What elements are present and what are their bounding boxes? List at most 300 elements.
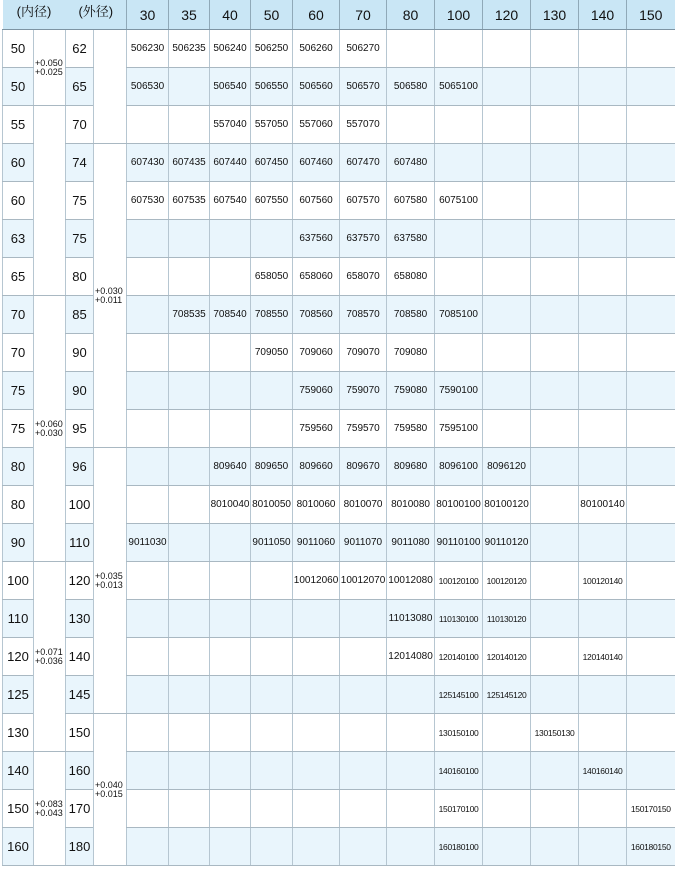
part-number-cell: 658080 [387,258,435,296]
part-number-cell: 607470 [340,144,387,182]
outer-diameter-cell: 65 [66,68,94,106]
part-number-cell: 809660 [293,448,340,486]
part-number-cell: 637570 [340,220,387,258]
outer-diameter-cell: 150 [66,714,94,752]
part-number-cell [169,676,210,714]
part-number-cell [210,524,251,562]
tolerance-value: +0.011 [95,294,123,305]
outer-diameter-cell: 85 [66,296,94,334]
part-number-cell [169,410,210,448]
part-number-cell [210,258,251,296]
part-number-cell [627,334,675,372]
part-number-cell: 11013080 [387,600,435,638]
part-number-cell [531,524,579,562]
part-number-cell [169,372,210,410]
outer-diameter-cell: 62 [66,30,94,68]
part-number-cell [435,334,483,372]
part-number-cell [627,524,675,562]
part-number-cell: 759070 [340,372,387,410]
part-number-cell [169,562,210,600]
part-number-cell [483,68,531,106]
width-header: 50 [251,0,293,30]
part-number-cell [127,638,169,676]
part-number-cell [387,752,435,790]
part-number-cell [127,372,169,410]
tolerance-value: +0.030 [95,285,123,296]
part-number-cell: 140160140 [579,752,627,790]
part-number-cell [627,30,675,68]
width-header: 120 [483,0,531,30]
part-number-cell [483,334,531,372]
part-number-cell: 759080 [387,372,435,410]
part-number-cell [531,676,579,714]
part-number-cell [531,752,579,790]
width-header: 60 [293,0,340,30]
part-number-cell: 759060 [293,372,340,410]
part-number-cell [627,258,675,296]
tolerance-value: +0.040 [95,779,123,790]
part-number-cell: 607460 [293,144,340,182]
inner-diameter-cell: 90 [3,524,34,562]
part-number-cell [210,638,251,676]
part-number-cell: 637580 [387,220,435,258]
outer-diameter-cell: 75 [66,220,94,258]
part-number-cell [169,106,210,144]
table-row [3,144,675,182]
inner-tolerance-cell [34,562,66,752]
part-number-cell [210,828,251,866]
part-number-cell [293,638,340,676]
part-number-cell [387,790,435,828]
part-number-cell: 708570 [340,296,387,334]
part-number-cell: 506260 [293,30,340,68]
part-number-cell [127,296,169,334]
inner-diameter-cell: 75 [3,372,34,410]
part-number-cell: 100120140 [579,562,627,600]
part-number-cell [531,486,579,524]
part-number-cell: 607530 [127,182,169,220]
part-number-cell: 6075100 [435,182,483,220]
part-number-cell: 110130100 [435,600,483,638]
width-header: 140 [579,0,627,30]
outer-diameter-cell: 100 [66,486,94,524]
part-number-cell: 658060 [293,258,340,296]
part-number-cell: 8010070 [340,486,387,524]
part-number-cell: 557050 [251,106,293,144]
part-number-cell [127,410,169,448]
outer-diameter-cell: 95 [66,410,94,448]
part-number-cell: 506250 [251,30,293,68]
part-number-cell [251,828,293,866]
part-number-cell [127,562,169,600]
part-number-cell [483,144,531,182]
part-number-cell [251,220,293,258]
part-number-cell: 90110100 [435,524,483,562]
part-number-cell [531,258,579,296]
part-number-cell: 120140100 [435,638,483,676]
part-number-cell: 708535 [169,296,210,334]
part-number-cell: 9011050 [251,524,293,562]
part-number-cell: 506270 [340,30,387,68]
part-number-cell: 130150130 [531,714,579,752]
part-number-cell [627,562,675,600]
part-number-cell [251,638,293,676]
inner-diameter-cell: 63 [3,220,34,258]
table-row [3,714,675,752]
part-number-cell [531,30,579,68]
part-number-cell: 506550 [251,68,293,106]
inner-diameter-cell: 80 [3,486,34,524]
outer-diameter-cell: 140 [66,638,94,676]
tolerance-value: +0.030 [35,427,63,438]
part-number-cell: 607535 [169,182,210,220]
part-number-cell [210,220,251,258]
part-number-cell: 150170100 [435,790,483,828]
tolerance-value: +0.025 [35,66,63,77]
part-number-cell [531,372,579,410]
part-number-cell: 8010040 [210,486,251,524]
part-number-cell [579,790,627,828]
part-number-cell [627,296,675,334]
part-number-cell: 9011060 [293,524,340,562]
part-number-cell [531,296,579,334]
part-number-cell [293,828,340,866]
outer-diameter-cell: 130 [66,600,94,638]
part-number-cell [531,334,579,372]
inner-diameter-cell: 110 [3,600,34,638]
part-number-cell [627,752,675,790]
part-number-cell: 607440 [210,144,251,182]
part-number-cell [169,68,210,106]
part-number-cell [169,790,210,828]
inner-diameter-cell: 50 [3,30,34,68]
outer-tolerance-cell [94,714,127,866]
part-number-cell: 557060 [293,106,340,144]
tolerance-value: +0.050 [35,57,63,68]
part-number-cell: 708560 [293,296,340,334]
part-number-cell: 607570 [340,182,387,220]
part-number-cell [627,106,675,144]
part-number-cell: 8096100 [435,448,483,486]
part-number-cell: 120140120 [483,638,531,676]
part-number-cell [293,600,340,638]
part-number-cell [251,410,293,448]
part-number-cell: 506230 [127,30,169,68]
part-number-cell: 80100120 [483,486,531,524]
part-number-cell [627,182,675,220]
tolerance-value: +0.035 [95,570,123,581]
tolerance-value: +0.013 [95,579,123,590]
inner-diameter-cell: 60 [3,182,34,220]
inner-diameter-cell: 75 [3,410,34,448]
inner-diameter-cell: 70 [3,296,34,334]
part-number-cell [169,220,210,258]
inner-diameter-cell: 150 [3,790,34,828]
part-number-cell: 80100100 [435,486,483,524]
tolerance-value: +0.060 [35,418,63,429]
part-number-cell [387,714,435,752]
part-number-cell: 607580 [387,182,435,220]
part-number-cell [531,144,579,182]
part-number-cell: 9011080 [387,524,435,562]
part-number-cell [627,372,675,410]
width-header: 30 [127,0,169,30]
part-number-cell [531,790,579,828]
part-number-cell [627,220,675,258]
tolerance-value: +0.036 [35,655,63,666]
part-number-cell [251,676,293,714]
part-number-cell [483,714,531,752]
part-number-cell: 506235 [169,30,210,68]
part-number-cell [483,296,531,334]
part-number-cell [579,828,627,866]
width-header: 130 [531,0,579,30]
part-number-cell [251,372,293,410]
part-number-cell [579,220,627,258]
part-number-cell [483,106,531,144]
part-number-cell: 7595100 [435,410,483,448]
part-number-cell [483,372,531,410]
part-number-cell: 506560 [293,68,340,106]
tolerance-value: +0.083 [35,798,63,809]
table-body [3,30,675,866]
part-number-cell: 709080 [387,334,435,372]
part-number-cell [435,106,483,144]
part-number-cell [169,448,210,486]
part-number-cell [627,676,675,714]
part-number-cell [579,372,627,410]
part-number-cell [251,752,293,790]
inner-diameter-cell: 100 [3,562,34,600]
outer-diameter-cell: 110 [66,524,94,562]
part-number-cell [169,638,210,676]
part-number-cell [435,258,483,296]
inner-diameter-cell: 125 [3,676,34,714]
part-number-cell: 506580 [387,68,435,106]
outer-diameter-cell: 80 [66,258,94,296]
part-number-cell [579,30,627,68]
part-number-cell [627,448,675,486]
part-number-cell [169,752,210,790]
width-header: 40 [210,0,251,30]
part-number-cell: 110130120 [483,600,531,638]
part-number-cell [127,676,169,714]
part-number-cell [579,600,627,638]
part-number-cell: 90110120 [483,524,531,562]
part-number-cell [483,790,531,828]
part-number-cell [531,562,579,600]
part-number-cell: 160180100 [435,828,483,866]
part-number-cell [127,334,169,372]
part-number-cell: 10012060 [293,562,340,600]
part-number-cell [169,600,210,638]
part-number-cell [127,790,169,828]
part-number-cell [127,258,169,296]
part-number-cell [579,258,627,296]
part-number-cell [483,30,531,68]
table-row [3,448,675,486]
part-number-cell: 607550 [251,182,293,220]
part-number-cell: 759560 [293,410,340,448]
width-header: 150 [627,0,675,30]
outer-tolerance-cell [94,448,127,714]
part-number-cell [210,334,251,372]
part-number-cell: 809670 [340,448,387,486]
part-number-cell [531,182,579,220]
part-number-cell [127,714,169,752]
part-number-cell [169,714,210,752]
inner-diameter-cell: 120 [3,638,34,676]
part-number-cell [387,106,435,144]
part-number-cell [435,220,483,258]
part-number-cell: 506240 [210,30,251,68]
outer-diameter-cell: 180 [66,828,94,866]
outer-diameter-cell: 145 [66,676,94,714]
part-number-cell: 8010060 [293,486,340,524]
part-number-cell [483,410,531,448]
part-number-cell [210,410,251,448]
part-number-cell [579,182,627,220]
part-number-cell [579,714,627,752]
part-number-cell: 708540 [210,296,251,334]
inner-diameter-cell: 55 [3,106,34,144]
part-number-cell: 658050 [251,258,293,296]
outer-diameter-cell: 120 [66,562,94,600]
part-number-cell [169,828,210,866]
part-number-cell [340,714,387,752]
part-number-cell [579,524,627,562]
part-number-cell [627,144,675,182]
part-number-cell: 150170150 [627,790,675,828]
part-number-cell: 80100140 [579,486,627,524]
part-number-cell: 809680 [387,448,435,486]
inner-tolerance-cell [34,106,66,296]
part-number-cell: 759570 [340,410,387,448]
part-number-cell [483,258,531,296]
part-number-cell [127,106,169,144]
part-number-cell: 9011030 [127,524,169,562]
part-number-cell [169,524,210,562]
part-number-cell [169,258,210,296]
part-number-cell [531,68,579,106]
part-number-cell [627,638,675,676]
part-number-cell [435,144,483,182]
part-number-cell [435,30,483,68]
outer-diameter-cell: 90 [66,334,94,372]
part-number-cell: 708580 [387,296,435,334]
part-number-cell [627,410,675,448]
part-number-cell [127,600,169,638]
outer-diameter-header: (外径) [66,0,127,30]
part-number-cell [210,600,251,638]
part-number-cell: 8096120 [483,448,531,486]
part-number-cell: 809650 [251,448,293,486]
part-number-cell [340,600,387,638]
part-number-cell [293,676,340,714]
part-number-cell [387,30,435,68]
part-number-cell [579,676,627,714]
part-number-cell [483,182,531,220]
part-number-cell [387,676,435,714]
part-number-cell [531,410,579,448]
tolerance-value: +0.015 [95,788,123,799]
part-number-cell: 10012070 [340,562,387,600]
part-number-cell: 607430 [127,144,169,182]
part-number-cell [579,106,627,144]
inner-diameter-cell: 70 [3,334,34,372]
part-number-cell [579,144,627,182]
part-number-cell [483,220,531,258]
tolerance-value: +0.043 [35,807,63,818]
part-number-cell [293,714,340,752]
part-number-cell [579,448,627,486]
part-number-cell [293,790,340,828]
part-number-cell [531,600,579,638]
part-number-cell: 100120120 [483,562,531,600]
part-number-cell: 658070 [340,258,387,296]
part-number-cell: 8010080 [387,486,435,524]
part-number-cell [531,448,579,486]
part-number-cell [210,752,251,790]
outer-diameter-cell: 75 [66,182,94,220]
width-header: 100 [435,0,483,30]
tolerance-value: +0.071 [35,646,63,657]
part-number-cell: 7085100 [435,296,483,334]
part-number-cell [627,68,675,106]
outer-diameter-cell: 170 [66,790,94,828]
part-number-cell [210,714,251,752]
part-number-cell [251,600,293,638]
outer-diameter-cell: 74 [66,144,94,182]
part-number-cell [579,334,627,372]
part-number-cell [579,410,627,448]
part-number-cell [293,752,340,790]
outer-diameter-cell: 160 [66,752,94,790]
part-number-cell: 125145120 [483,676,531,714]
part-number-cell [210,790,251,828]
part-number-cell [251,714,293,752]
size-table [2,0,675,866]
part-number-cell: 607435 [169,144,210,182]
inner-diameter-cell: 80 [3,448,34,486]
part-number-cell [579,68,627,106]
inner-diameter-cell: 130 [3,714,34,752]
part-number-cell: 709070 [340,334,387,372]
part-number-cell [387,828,435,866]
part-number-cell [340,790,387,828]
part-number-cell [483,752,531,790]
part-number-cell: 607450 [251,144,293,182]
part-number-cell [127,486,169,524]
inner-tolerance-cell [34,752,66,866]
part-number-cell: 708550 [251,296,293,334]
part-number-cell: 637560 [293,220,340,258]
outer-tolerance-cell [94,30,127,144]
part-number-cell: 12014080 [387,638,435,676]
inner-diameter-cell: 140 [3,752,34,790]
width-header: 70 [340,0,387,30]
part-number-cell: 130150100 [435,714,483,752]
part-number-cell [210,562,251,600]
part-number-cell: 8010050 [251,486,293,524]
part-number-cell: 557040 [210,106,251,144]
inner-diameter-cell: 60 [3,144,34,182]
inner-diameter-cell: 160 [3,828,34,866]
part-number-cell: 506530 [127,68,169,106]
part-number-cell: 140160100 [435,752,483,790]
part-number-cell [579,296,627,334]
part-number-cell: 506540 [210,68,251,106]
